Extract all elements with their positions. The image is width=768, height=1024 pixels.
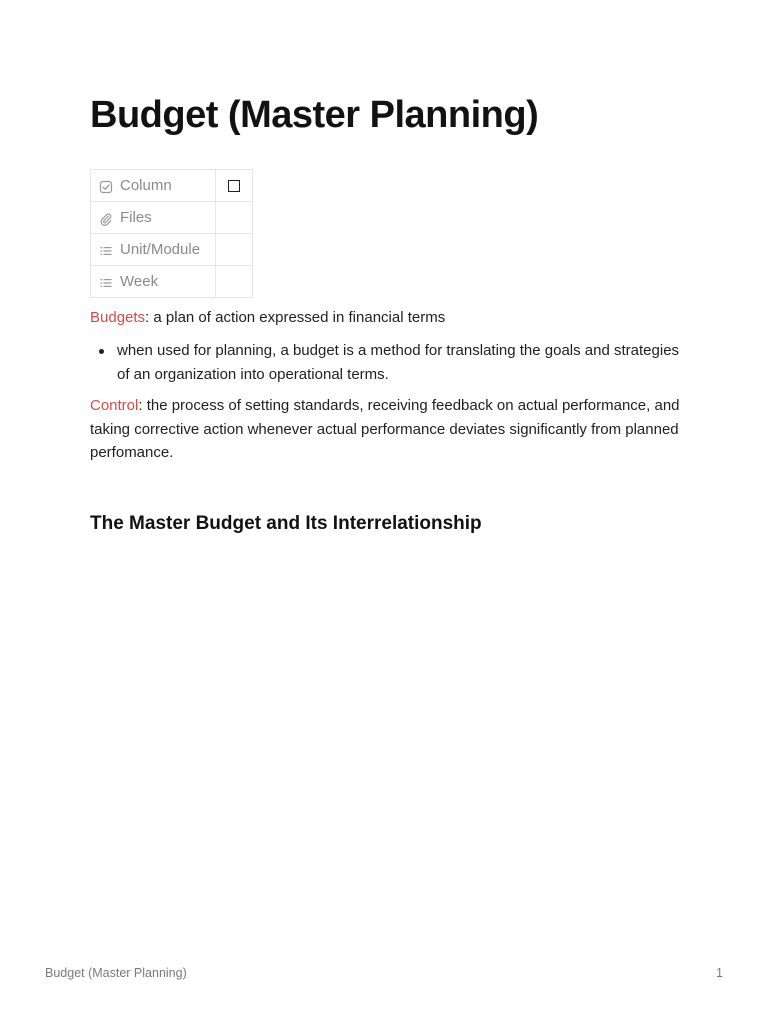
property-name-cell[interactable]	[91, 266, 216, 298]
property-label: Files	[120, 209, 152, 226]
budgets-definition	[90, 306, 690, 330]
property-name-cell[interactable]	[91, 234, 216, 266]
budgets-term: Budgets	[90, 309, 146, 326]
property-value-cell[interactable]	[216, 170, 253, 202]
list-icon	[99, 276, 113, 290]
bullet-marker	[99, 349, 104, 354]
control-text: : the process of setting standards, receiving feedback on actual performance, and taking corrective action whenever actual performance deviates significantly from planned perfomance.	[90, 397, 680, 461]
checkbox-icon	[99, 180, 113, 194]
bullet-list	[90, 339, 690, 386]
property-value-cell[interactable]	[216, 202, 253, 234]
property-label: Unit/Module	[120, 241, 201, 258]
property-row-week	[91, 266, 253, 298]
control-definition	[90, 394, 690, 465]
property-label: Week	[120, 273, 159, 290]
paperclip-icon	[99, 212, 113, 226]
property-name-cell[interactable]	[91, 202, 216, 234]
property-row-column	[91, 170, 253, 202]
property-label: Column	[120, 177, 172, 194]
property-row-files	[91, 202, 253, 234]
property-name-cell[interactable]	[91, 170, 216, 202]
column-checkbox[interactable]	[228, 180, 240, 192]
page-title: Budget (Master Planning)	[90, 94, 539, 136]
budgets-text: : a plan of action expressed in financial terms	[145, 309, 446, 326]
bullet-text: when used for planning, a budget is a method for translating the goals and strategies of an organization into operational terms.	[117, 342, 680, 383]
section-heading: The Master Budget and Its Interrelationship	[90, 513, 482, 534]
page-number: 1	[716, 966, 723, 980]
property-value-cell[interactable]	[216, 266, 253, 298]
properties-table	[90, 169, 253, 298]
footer-title: Budget (Master Planning)	[45, 966, 187, 980]
property-value-cell[interactable]	[216, 234, 253, 266]
list-icon	[99, 244, 113, 258]
list-item	[90, 339, 690, 386]
property-row-unit-module	[91, 234, 253, 266]
control-term: Control	[90, 397, 139, 414]
